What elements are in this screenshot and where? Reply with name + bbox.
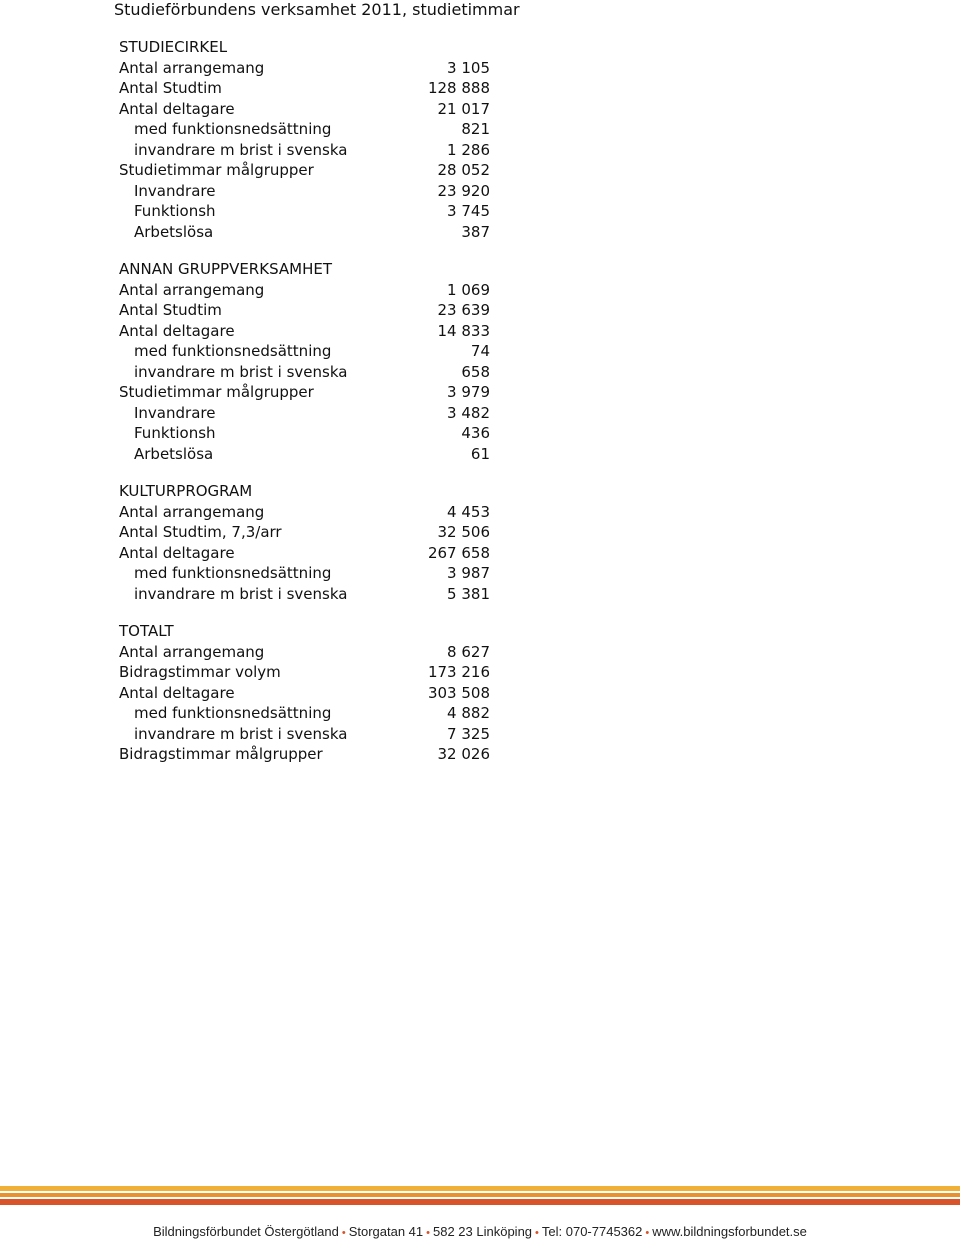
row-label: med funktionsnedsättning [134, 120, 332, 138]
table-row [119, 341, 490, 362]
table-row [119, 321, 490, 342]
row-value: 23 920 [437, 181, 490, 200]
table-row [119, 724, 490, 745]
footer-phone: Tel: 070-7745362 [541, 1224, 643, 1239]
section-heading: ANNAN GRUPPVERKSAMHET [119, 260, 332, 278]
row-label: Antal arrangemang [119, 280, 265, 299]
footer-band-mid [0, 1193, 960, 1197]
section-studiecirkel [119, 37, 490, 242]
row-label: Antal deltagare [119, 99, 235, 118]
bullet-separator: • [426, 1227, 430, 1239]
row-value: 21 017 [437, 99, 490, 118]
row-label: Invandrare [134, 403, 216, 422]
bullet-separator: • [535, 1227, 539, 1239]
table-row [119, 403, 490, 424]
row-label: Antal deltagare [119, 683, 235, 702]
bullet-separator: • [341, 1227, 346, 1239]
row-value: 658 [461, 362, 490, 381]
table-row [119, 584, 490, 605]
row-value: 74 [470, 342, 490, 360]
row-value: 1 069 [447, 280, 490, 299]
section-heading: KULTURPROGRAM [119, 482, 253, 500]
row-value: 173 216 [427, 663, 490, 681]
footer-band-bottom [0, 1199, 960, 1205]
row-label: invandrare m brist i svenska [134, 724, 348, 743]
row-value: 3 482 [447, 403, 490, 422]
bullet-separator: • [645, 1227, 650, 1239]
row-value: 3 105 [447, 58, 490, 77]
statistics-report [119, 37, 490, 782]
table-row [119, 662, 490, 683]
table-row [119, 58, 490, 79]
section-kulturprogram [119, 481, 490, 604]
table-row [119, 362, 490, 383]
row-label: invandrare m brist i svenska [134, 362, 348, 381]
row-label: Antal Studtim [119, 79, 222, 97]
table-row [119, 703, 490, 724]
footer-organization: Bildningsförbundet Östergötland [153, 1224, 339, 1239]
row-value: 4 453 [447, 502, 490, 521]
section-heading: TOTALT [119, 622, 174, 640]
table-row [119, 543, 490, 564]
table-row [119, 744, 490, 765]
table-row [119, 300, 490, 321]
row-label: Antal arrangemang [119, 58, 265, 77]
row-label: med funktionsnedsättning [134, 342, 332, 360]
row-value: 3 979 [447, 383, 490, 401]
row-label: Bidragstimmar volym [119, 663, 281, 681]
row-label: Antal Studtim [119, 301, 222, 319]
table-row [119, 78, 490, 99]
row-label: Funktionsh [134, 424, 216, 442]
row-label: Invandrare [134, 181, 216, 200]
table-row [119, 382, 490, 403]
row-value: 32 026 [437, 745, 490, 763]
row-value: 1 286 [447, 140, 490, 159]
page-title: Studieförbundens verksamhet 2011, studietimmar [114, 0, 520, 19]
row-label: invandrare m brist i svenska [134, 584, 348, 603]
row-label: Antal Studtim, 7,3/arr [119, 523, 282, 541]
table-row [119, 423, 490, 444]
row-label: Bidragstimmar målgrupper [119, 745, 323, 763]
table-row [119, 280, 490, 301]
row-label: Antal deltagare [119, 543, 235, 562]
row-value: 23 639 [437, 301, 490, 319]
section-annan-gruppverksamhet [119, 259, 490, 464]
table-row [119, 140, 490, 161]
table-row [119, 201, 490, 222]
row-label: med funktionsnedsättning [134, 704, 332, 722]
row-value: 821 [461, 120, 490, 138]
row-label: Studietimmar målgrupper [119, 383, 314, 401]
row-value: 28 052 [437, 161, 490, 179]
table-row [119, 222, 490, 243]
section-totalt [119, 621, 490, 765]
row-value: 3 987 [447, 564, 490, 582]
table-row [119, 181, 490, 202]
row-value: 61 [470, 444, 490, 463]
footer-band-top [0, 1186, 960, 1191]
footer-contact-line [0, 1224, 960, 1241]
footer-website-link[interactable]: www.bildningsforbundet.se [652, 1224, 807, 1239]
footer-postal-city: 582 23 Linköping [433, 1224, 533, 1239]
section-heading: STUDIECIRKEL [119, 38, 228, 56]
table-row [119, 522, 490, 543]
row-value: 3 745 [447, 202, 490, 220]
row-label: Antal deltagare [119, 321, 235, 340]
row-label: Antal arrangemang [119, 642, 265, 661]
row-value: 8 627 [447, 642, 490, 661]
row-value: 14 833 [437, 321, 490, 340]
table-row [119, 160, 490, 181]
row-label: Arbetslösa [134, 444, 214, 463]
row-value: 128 888 [427, 79, 490, 97]
row-value: 5 381 [447, 584, 490, 603]
row-value: 387 [461, 222, 490, 241]
footer-street: Storgatan 41 [348, 1224, 424, 1239]
row-value: 267 658 [427, 543, 490, 562]
row-value: 436 [461, 424, 490, 442]
table-row [119, 563, 490, 584]
table-row [119, 683, 490, 704]
row-label: Arbetslösa [134, 222, 214, 241]
row-label: med funktionsnedsättning [134, 564, 332, 582]
row-value: 32 506 [437, 523, 490, 541]
row-label: Antal arrangemang [119, 502, 265, 521]
table-row [119, 99, 490, 120]
row-value: 303 508 [427, 683, 490, 702]
table-row [119, 119, 490, 140]
table-row [119, 444, 490, 465]
table-row [119, 502, 490, 523]
row-value: 4 882 [447, 704, 490, 722]
row-label: Funktionsh [134, 202, 216, 220]
row-label: Studietimmar målgrupper [119, 161, 314, 179]
row-label: invandrare m brist i svenska [134, 140, 348, 159]
table-row [119, 642, 490, 663]
row-value: 7 325 [447, 724, 490, 743]
